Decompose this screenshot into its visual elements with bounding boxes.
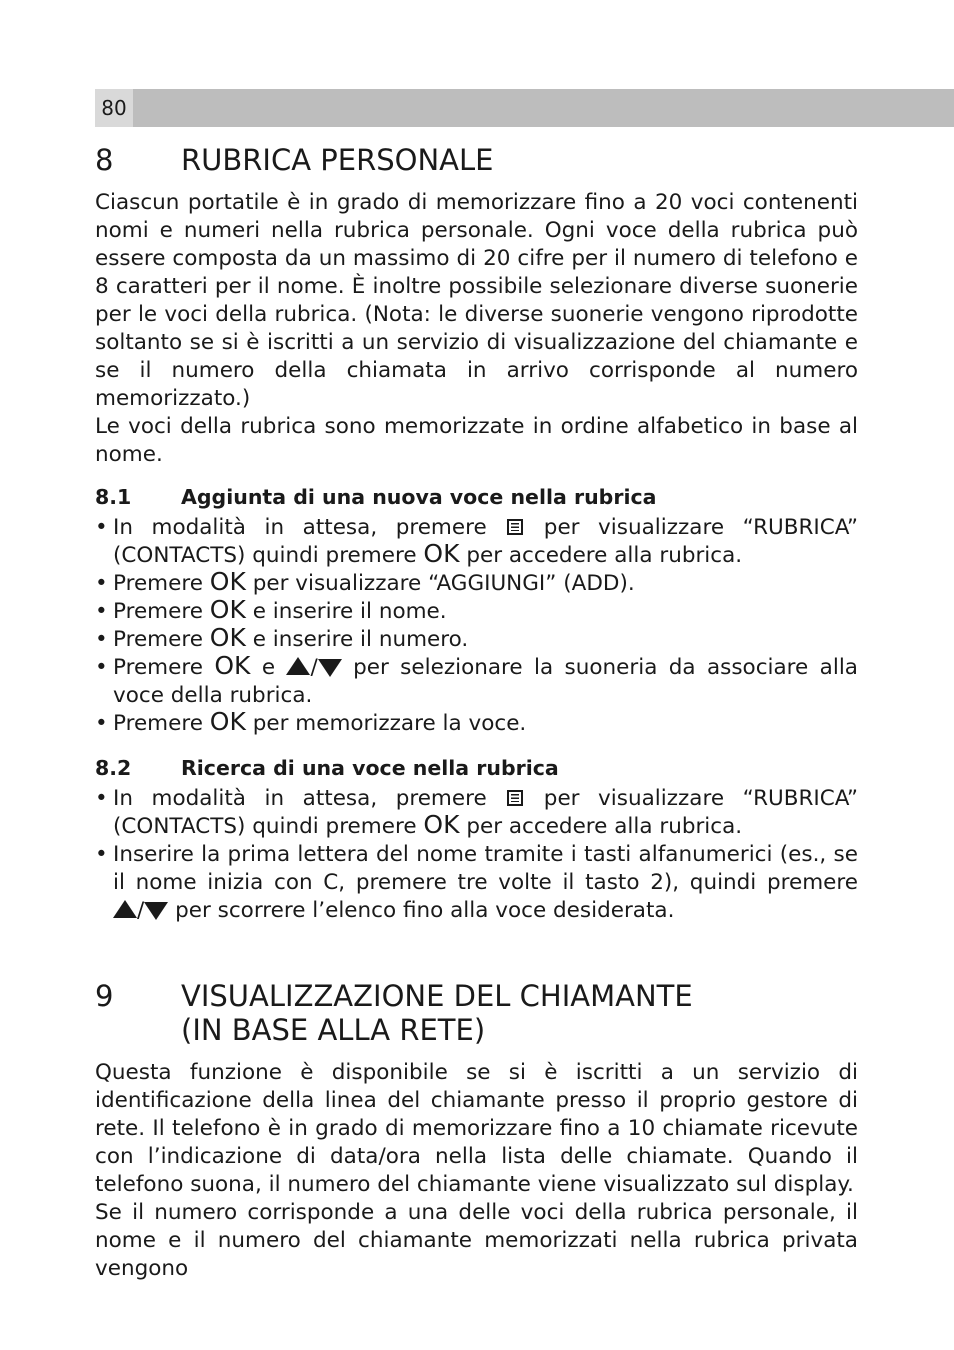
section-8-1-heading (95, 483, 858, 511)
header-band (95, 89, 954, 127)
subsection-number: 8.1 (95, 485, 132, 509)
item-text: per visualizzare “AGGIUNGI” (ADD). (252, 571, 635, 596)
item-text: Premere (113, 571, 203, 596)
section-title-line-2: (IN BASE ALLA RETE) (181, 1013, 486, 1047)
item-text: In modalità in attesa, premere (113, 515, 487, 540)
arrow-separator: / (310, 655, 318, 680)
up-down-arrows (113, 898, 168, 923)
up-arrow-icon (113, 900, 137, 918)
item-text: per accedere alla rubrica. (466, 814, 743, 839)
paragraph: Questa funzione è disponibile se si è iscritti a un servizio di identificazione della linea del chiamante presso il proprio gestore di rete. Il telefono è in grado di memorizzare fino a 10 chiamate ricevute con l’indicazione di data/ora nella lista delle chiamate. Quando il telefono suona, il numero del chiamante viene visualizzato sul display. (95, 1060, 858, 1197)
section-number: 9 (95, 979, 114, 1013)
paragraph: Le voci della rubrica sono memorizzate in ordine alfabetico in base al nome. (95, 414, 858, 467)
list-item (95, 567, 858, 598)
item-text: Premere (113, 627, 203, 652)
item-text: e inserire il nome. (252, 599, 447, 624)
item-text: In modalità in attesa, premere (113, 786, 487, 811)
item-text: per memorizzare la voce. (252, 711, 527, 736)
subsection-title: Ricerca di una voce nella rubrica (181, 756, 559, 780)
bullet-list (95, 785, 858, 925)
down-arrow-icon (318, 659, 342, 677)
list-item (95, 841, 858, 925)
subsection-number: 8.2 (95, 756, 132, 780)
subsection-title: Aggiunta di una nuova voce nella rubrica (181, 485, 657, 509)
ok-key-icon: OK (214, 651, 251, 680)
item-text: per visualizzare “RUBRICA” (CONTACTS) quindi premere (113, 515, 858, 568)
ok-key-icon: OK (209, 623, 246, 652)
item-text: e inserire il numero. (252, 627, 469, 652)
ok-key-icon: OK (423, 810, 460, 839)
bullet-list (95, 514, 858, 738)
item-text: per visualizzare “RUBRICA” (CONTACTS) quindi premere (113, 786, 858, 839)
up-arrow-icon (286, 657, 310, 675)
item-text: e (261, 655, 276, 680)
list-item (95, 785, 858, 841)
ok-key-icon: OK (209, 595, 246, 624)
list-item (95, 595, 858, 626)
down-arrow-icon (144, 902, 168, 920)
menu-key-icon (507, 519, 523, 535)
item-text: Premere (113, 599, 203, 624)
paragraph: Se il numero corrisponde a una delle voci della rubrica personale, il nome e il numero del chiamante memorizzati nella rubrica privata vengono (95, 1200, 858, 1281)
arrow-separator: / (137, 898, 145, 923)
section-title-line-1: VISUALIZZAZIONE DEL CHIAMANTE (181, 979, 693, 1013)
paragraph: Ciascun portatile è in grado di memorizzare fino a 20 voci contenenti nomi e numeri nella rubrica personale. Ogni voce della rubrica può essere composta da un massimo di 20 cifre per il numero di telefono e 8 caratteri per il nome. È inoltre possibile selezionare diverse suonerie per le voci della rubrica. (Nota: le diverse suonerie vengono riprodotte soltanto se si è iscritti a un servizio di visualizzazione del chiamante e se il numero della chiamata in arrivo corrisponde al numero memorizzato.) (95, 190, 858, 411)
ok-key-icon: OK (209, 567, 246, 596)
page-content (95, 143, 858, 1283)
section-title: RUBRICA PERSONALE (181, 143, 494, 177)
item-text: per selezionare la suoneria da associare alla voce della rubrica. (113, 655, 858, 708)
section-title (181, 979, 858, 1047)
menu-key-icon (507, 790, 523, 806)
item-text: Premere (113, 711, 203, 736)
item-text: Premere (113, 655, 203, 680)
section-number: 8 (95, 143, 114, 177)
ok-key-icon: OK (423, 539, 460, 568)
list-item (95, 651, 858, 710)
section-8-heading (95, 143, 858, 177)
up-down-arrows (286, 655, 341, 680)
item-text: Inserire la prima lettera del nome tramite i tasti alfanumerici (es., se il nome inizia con C, premere tre volte il tasto 2), quindi premere (113, 842, 858, 895)
list-item (95, 707, 858, 738)
section-8-2-heading (95, 754, 858, 782)
item-text: per scorrere l’elenco fino alla voce desiderata. (175, 898, 675, 923)
list-item (95, 514, 858, 570)
ok-key-icon: OK (209, 707, 246, 736)
item-text: per accedere alla rubrica. (466, 543, 743, 568)
page-number: 80 (95, 89, 133, 127)
list-item (95, 623, 858, 654)
section-9-heading (95, 979, 858, 1047)
